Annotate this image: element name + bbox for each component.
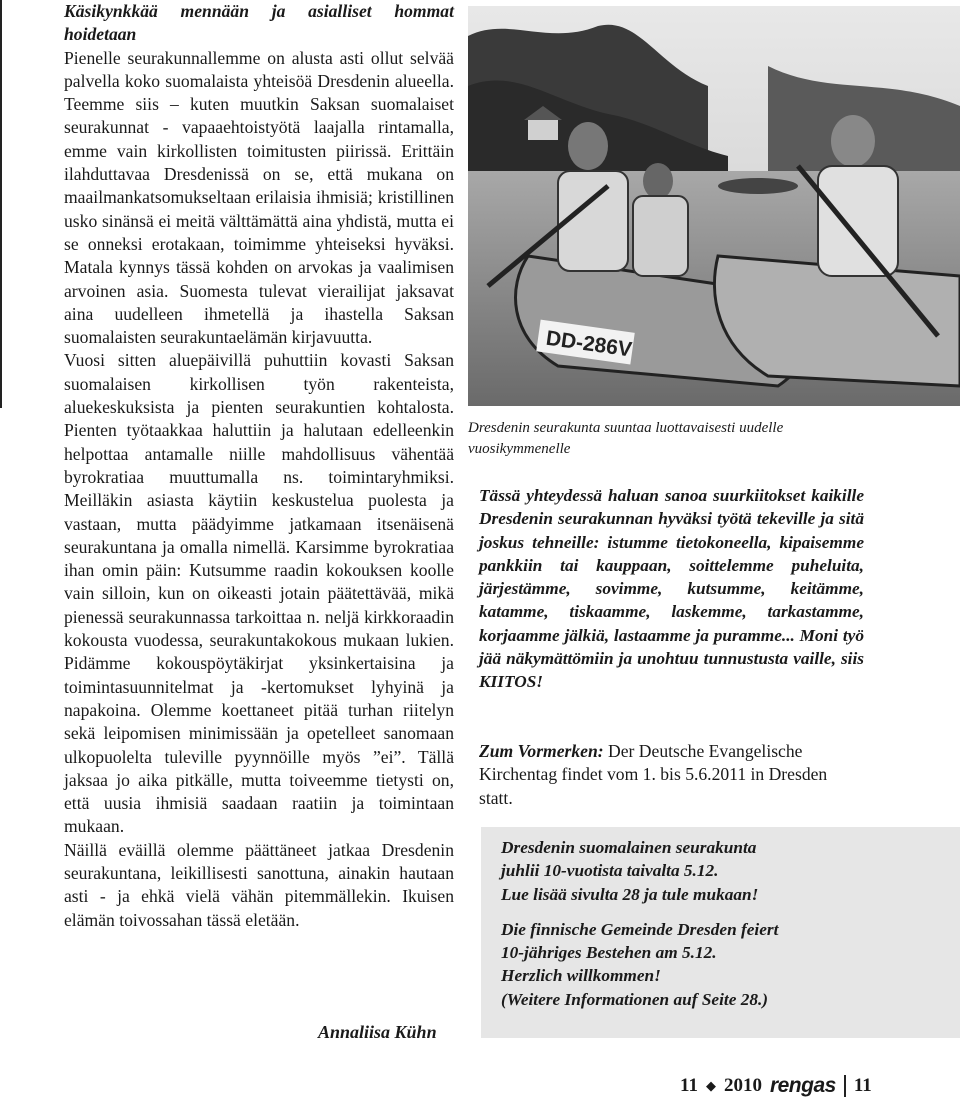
rengas-logo: rengas [769, 1074, 836, 1097]
thanks-paragraph: Tässä yhteydessä haluan sanoa suurkiitokset kaikille Dresdenin seurakunnan hyväksi työtä tekeville ja sitä joskus tehneille: istumme tietokoneella, kipaisemme pankkiin tai kauppaan, soittelemme puheluita, järjestämme, sovimme, kutsumme, keitämme, katamme, tiskaamme, laskemme, tarkastamme, korjaamme jälkiä, lastaamme ja puramme... Moni työ jää näkymättömiin ja unohtuu tunnustusta vaille, siis KIITOS! [479, 486, 864, 692]
raft-plate: DD-286V [544, 326, 634, 362]
footer-separator [844, 1075, 846, 1097]
footer-year: 2010 [723, 1075, 762, 1096]
article-paragraph: Pienelle seurakunnallemme on alusta asti ollut selvää palvella koko suomalaista yhteisöä Dresdenin alueella. Teemme siis – kuten muutkin Saksan suomalaiset seurakunnat - vapaaehtoistyötä laajalla rintamalla, emme vain kirkollisten toimitusten piirissä. Erittäin ilahduttavaa Dresdenissä on se, että mukana on maailmankatsomukseltaan erilaisia ihmisiä; kristillinen usko sinänsä ei meitä välttämättä aina yhdistä, mutta ei se onneksi erotakaan, toimimme yhteiseksi hyväksi. Matala kynnys tässä kohden on arvokas ja vaalimisen arvoinen asia. Suomesta tulevat vierailijat jaksavat aina uudelleen ihmetellä ja ihastella Saksan suomalaisten seurakuntaelämän kirjavuutta. [64, 47, 454, 348]
page-footer [680, 1074, 872, 1098]
box-line-de: (Weitere Informationen auf Seite 28.) [501, 989, 769, 1009]
margin-rule [0, 0, 2, 408]
box-line-fi: juhlii 10-vuotista taivalta 5.12. [501, 861, 719, 881]
article-column [64, 0, 454, 932]
vormerken-text: Der Deutsche Evangelische Kirchentag findet vom 1. bis 5.6.2011 in Dresden statt. [479, 741, 828, 808]
photo-caption: Dresdenin seurakunta suuntaa luottavaisesti uudelle vuosikymmenelle [468, 420, 784, 457]
vormerken-label: Zum Vormerken: [479, 741, 604, 761]
article-heading: Käsikynkkää mennään ja asialliset hommat hoidetaan [64, 1, 454, 45]
box-line-fi: Lue lisää sivulta 28 ja tule mukaan! [501, 884, 759, 904]
box-line-de: 10-jähriges Bestehen am 5.12. [501, 943, 717, 963]
rafting-photo [468, 6, 960, 406]
diamond-icon: ◆ [705, 1078, 716, 1093]
box-line-fi: Dresdenin suomalainen seurakunta [501, 838, 757, 857]
page-number: 11 [853, 1075, 872, 1096]
box-line-de: Herzlich willkommen! [501, 966, 661, 986]
vormerken-note [479, 740, 854, 810]
anniversary-box [481, 827, 960, 1038]
article-paragraph: Näillä eväillä olemme päättäneet jatkaa Dresdenin seurakuntana, leikillisesti sanottuna, ainakin hautaan asti - ja ehkä vielä vähän pitemmällekin. Ikuisen elämän toivossahan tässä eletään. [64, 839, 454, 930]
footer-issue: 11 [680, 1075, 698, 1096]
author-signature: Annaliisa Kühn [318, 1022, 437, 1042]
box-line-de: Die finnische Gemeinde Dresden feiert [501, 919, 779, 939]
article-paragraph: Vuosi sitten aluepäivillä puhuttiin kovasti Saksan suomalaisen kirkollisen työn rakenteista, aluekeskuksista ja pienten seurakuntien kohtalosta. Pienten työtaakkaa haluttiin ja halutaan edelleenkin helpottaa antamalle niille mahdollisuus vähentää byrokratiaa muuttumalla ns. toimintaryhmiksi. Meilläkin asiasta käytiin keskustelua puolesta ja vastaan, mutta päädyimme jatkamaan itsenäisenä seurakuntana ja omalla nimellä. Karsimme byrokratiaa ihan omin päin: Kutsumme raadin kokouksen koolle vain silloin, kun on oikeasti jotain päätettävää, mikä pienessä seurakunnassa tarkoittaa n. neljä kirkkoraadin kokousta vuodessa, seurakuntakokous mukaan lukien. Pidämme kokouspöytäkirjat yksinkertaisina ja toimintasuunnitelmat ja -kertomukset lyhyinä ja napakoina. Olemme koettaneet pitää turhan riitelyn sekä leipomisen minimissään ja opetelleet sanomaan ulkopuolelta tuleville pyynnöille myös ”ei”. Tällä jaksaa jo aika pitkälle, mutta toiveemme tietysti on, että uusia ihmisiä saadaan raatiin ja toimintaan mukaan. [64, 350, 454, 837]
